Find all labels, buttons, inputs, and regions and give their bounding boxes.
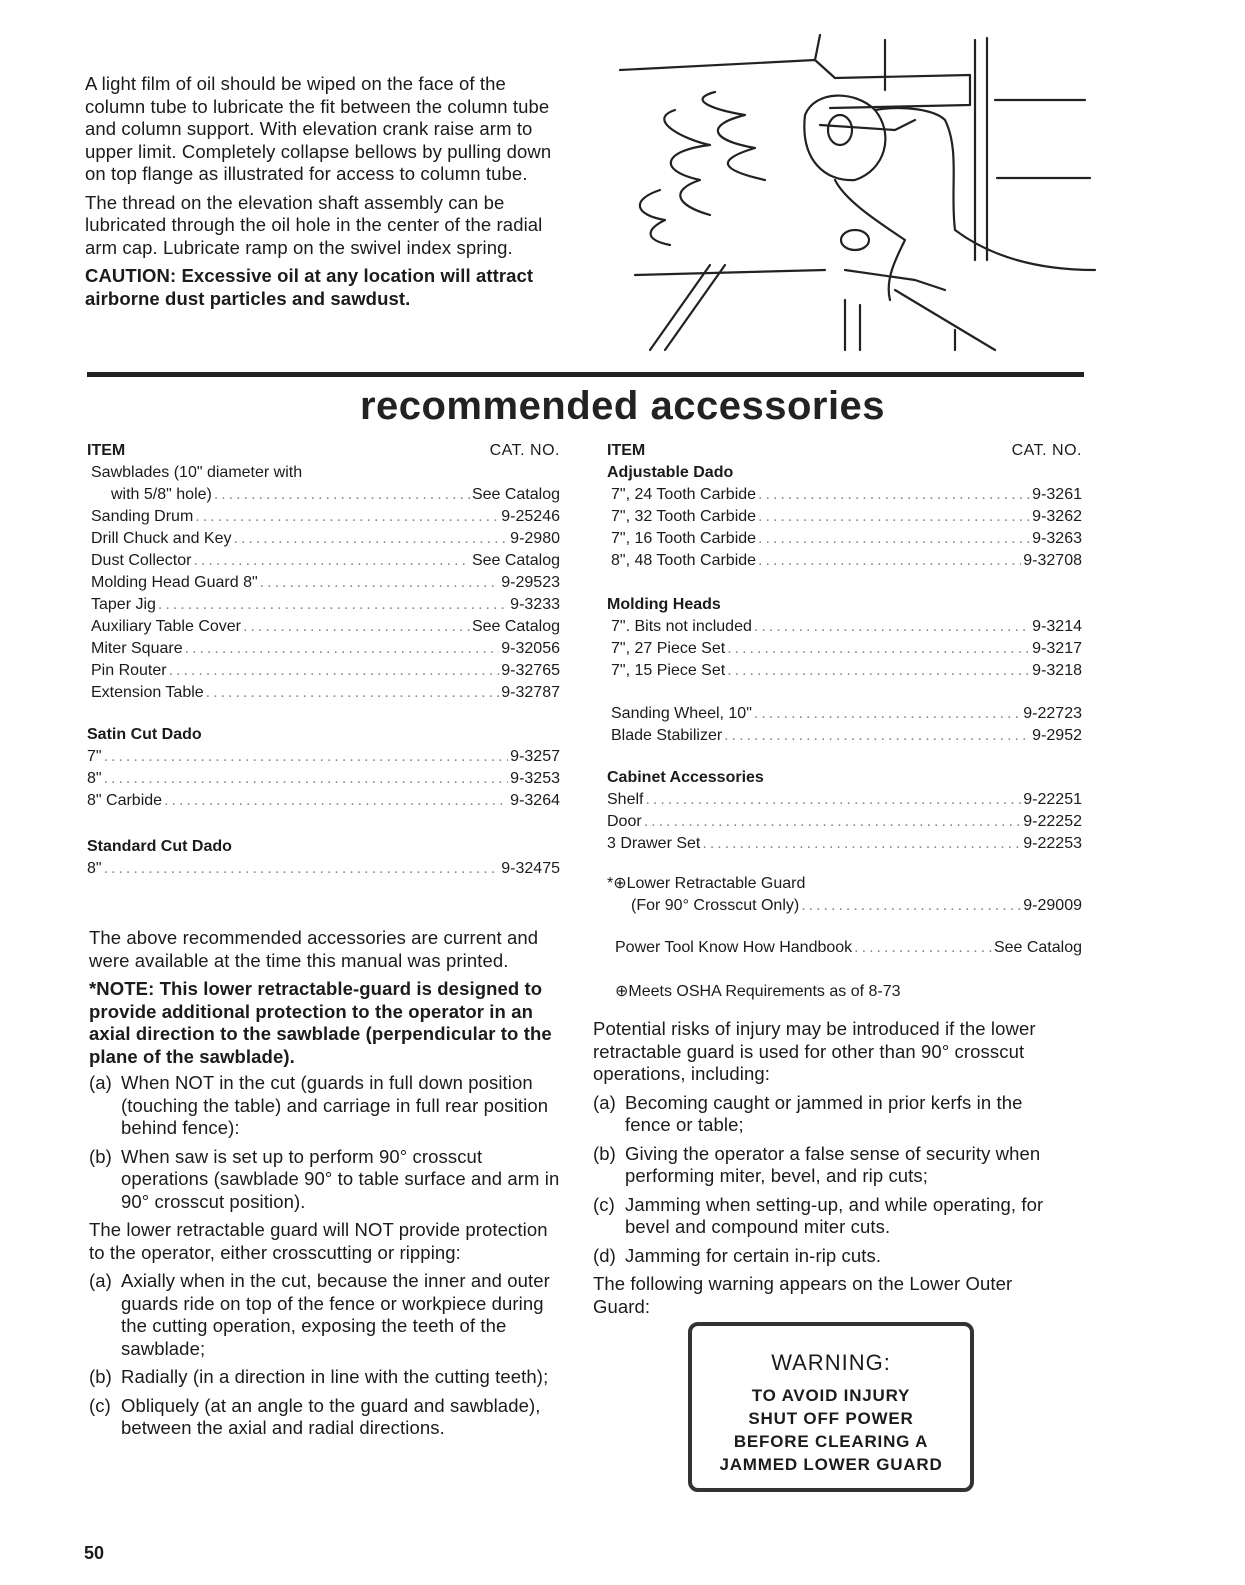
not-protect-paragraph: The lower retractable guard will NOT provide protection to the operator, either crosscutting or ripping: bbox=[89, 1219, 548, 1263]
left-table-header bbox=[87, 440, 560, 462]
warning-line-3: BEFORE CLEARING A bbox=[733, 1432, 929, 1451]
table-row: Pin Router ..... 9-32765 bbox=[87, 660, 560, 682]
item-header: ITEM bbox=[607, 442, 646, 459]
page-number: 50 bbox=[84, 1543, 105, 1563]
lower-left-text bbox=[89, 927, 567, 1440]
table-row: with 5/8" hole) ..... See Catalog bbox=[87, 484, 560, 506]
table-row: Sanding Wheel, 10" ..... 9-22723 bbox=[607, 703, 1082, 725]
list-item: (b) Giving the operator a false sense of security when performing miter, bevel, and rip cuts; bbox=[593, 1142, 1041, 1186]
table-row: Dust Collector ..... See Catalog bbox=[87, 550, 560, 572]
table-row: 7" ..... 9-3257 bbox=[87, 746, 560, 768]
list-item: (a) Becoming caught or jammed in prior kerfs in the fence or table; bbox=[593, 1091, 1023, 1135]
table-row: Molding Head Guard 8" ..... 9-29523 bbox=[87, 572, 560, 594]
intro-paragraph-1: A light film of oil should be wiped on the face of the column tube to lubricate the fit between the column tube and column support. With elevation crank raise arm to upper limit. Completely collapse bellows by pulling down on top flange as illustrated for access to column tube. bbox=[85, 73, 552, 184]
table-row: Power Tool Know How Handbook ..... See Catalog bbox=[607, 937, 1082, 959]
cat-no-header: CAT. NO. bbox=[489, 442, 560, 459]
table-row: Door ..... 9-22252 bbox=[607, 811, 1082, 833]
intro-text bbox=[85, 73, 563, 316]
table-row: 7". Bits not included ..... 9-3214 bbox=[607, 616, 1082, 638]
table-row: Sanding Drum ..... 9-25246 bbox=[87, 506, 560, 528]
guard-line: *⊕Lower Retractable Guard bbox=[607, 875, 806, 892]
section-title: recommended accessories bbox=[359, 384, 886, 428]
cabinet-accessories-heading: Cabinet Accessories bbox=[607, 769, 764, 786]
adjustable-dado-heading: Adjustable Dado bbox=[607, 464, 734, 481]
satin-cut-dado-heading: Satin Cut Dado bbox=[87, 726, 202, 743]
list-item: (c) Obliquely (at an angle to the guard and sawblade), between the axial and radial directions. bbox=[89, 1394, 541, 1438]
availability-paragraph: The above recommended accessories are current and were available at the time this manual was printed. bbox=[89, 927, 539, 971]
warning-line-4: JAMMED LOWER GUARD bbox=[719, 1455, 943, 1474]
table-row: 8", 48 Tooth Carbide ..... 9-32708 bbox=[607, 550, 1082, 572]
list-item: (d) Jamming for certain in-rip cuts. bbox=[593, 1244, 882, 1266]
warning-title: WARNING: bbox=[771, 1350, 891, 1375]
warning-line-1: TO AVOID INJURY bbox=[751, 1386, 911, 1405]
list-item: (a) When NOT in the cut (guards in full down position (touching the table) and carriage in full rear position behind fence): bbox=[89, 1072, 549, 1138]
cat-no-header: CAT. NO. bbox=[1011, 442, 1082, 459]
bellows-illustration bbox=[615, 30, 1110, 360]
table-row: Shelf ..... 9-22251 bbox=[607, 789, 1082, 811]
list-item: (b) When saw is set up to perform 90° crosscut operations (sawblade 90° to table surface and arm in 90° crosscut position). bbox=[89, 1145, 560, 1212]
warning-intro-paragraph: The following warning appears on the Lower Outer Guard: bbox=[593, 1273, 1013, 1317]
sawblades-line: Sawblades (10" diameter with bbox=[91, 464, 303, 481]
intro-paragraph-2: The thread on the elevation shaft assembly can be lubricated through the oil hole in the center of the radial arm cap. Lubricate ramp on the swivel index spring. bbox=[85, 191, 543, 258]
table-row: 8" ..... 9-32475 bbox=[87, 858, 560, 880]
standard-cut-dado-heading: Standard Cut Dado bbox=[87, 838, 232, 855]
caution-text: CAUTION: Excessive oil at any location will attract airborne dust particles and sawdust. bbox=[85, 265, 534, 309]
right-accessories-table bbox=[607, 440, 1082, 1003]
table-row: 7", 32 Tooth Carbide ..... 9-3262 bbox=[607, 506, 1082, 528]
table-row: Blade Stabilizer ..... 9-2952 bbox=[607, 725, 1082, 747]
table-row: 3 Drawer Set ..... 9-22253 bbox=[607, 833, 1082, 855]
table-row: 7", 27 Piece Set ..... 9-3217 bbox=[607, 638, 1082, 660]
risks-paragraph: Potential risks of injury may be introduced if the lower retractable guard is used for other than 90° crosscut operations, including: bbox=[593, 1018, 1036, 1084]
table-row: 8" Carbide ..... 9-3264 bbox=[87, 790, 560, 812]
warning-line-2: SHUT OFF POWER bbox=[748, 1409, 914, 1428]
table-row: (For 90° Crosscut Only) ..... 9-29009 bbox=[607, 895, 1082, 917]
section-divider bbox=[87, 372, 1084, 377]
right-table-header bbox=[607, 440, 1082, 462]
osha-note: ⊕Meets OSHA Requirements as of 8-73 bbox=[615, 983, 901, 1000]
list-item: (a) Axially when in the cut, because the inner and outer guards ride on top of the fence or workpiece during the cutting operation, exposing the teeth of the sawblade; bbox=[89, 1270, 550, 1359]
table-row: 7", 15 Piece Set ..... 9-3218 bbox=[607, 660, 1082, 682]
table-row: 7", 24 Tooth Carbide ..... 9-3261 bbox=[607, 484, 1082, 506]
item-header: ITEM bbox=[87, 442, 126, 459]
warning-label-box bbox=[688, 1322, 974, 1492]
table-row: Taper Jig ..... 9-3233 bbox=[87, 594, 560, 616]
left-accessories-table bbox=[87, 440, 560, 880]
table-row: Extension Table ..... 9-32787 bbox=[87, 682, 560, 704]
molding-heads-heading: Molding Heads bbox=[607, 596, 721, 613]
table-row: Drill Chuck and Key ..... 9-2980 bbox=[87, 528, 560, 550]
list-item: (c) Jamming when setting-up, and while operating, for bevel and compound miter cuts. bbox=[593, 1193, 1044, 1237]
table-row: 8" ..... 9-3253 bbox=[87, 768, 560, 790]
lower-right-text bbox=[593, 1018, 1073, 1324]
list-item: (b) Radially (in a direction in line with the cutting teeth); bbox=[89, 1366, 549, 1387]
table-row: 7", 16 Tooth Carbide ..... 9-3263 bbox=[607, 528, 1082, 550]
table-row: Auxiliary Table Cover ..... See Catalog bbox=[87, 616, 560, 638]
table-row: Miter Square ..... 9-32056 bbox=[87, 638, 560, 660]
note-paragraph: *NOTE: This lower retractable-guard is designed to provide additional protection to the operator in an axial direction to the sawblade (perpendicular to the plane of the sawblade). bbox=[89, 978, 552, 1067]
